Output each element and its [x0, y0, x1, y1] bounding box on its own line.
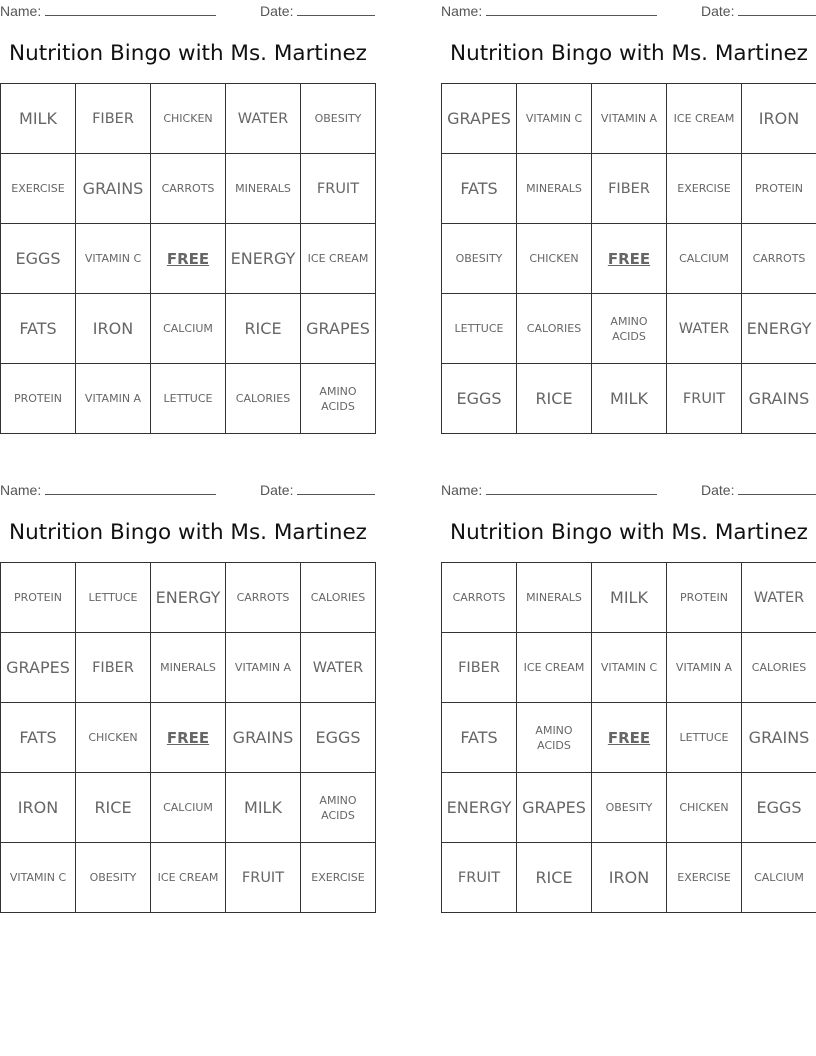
bingo-cell[interactable]: GRAINS [742, 703, 816, 773]
grid-row [1, 843, 376, 913]
bingo-cell[interactable]: MILK [592, 563, 667, 633]
bingo-cell[interactable]: FATS [442, 154, 517, 224]
bingo-cell[interactable]: AMINO ACIDS [301, 773, 376, 843]
bingo-cell[interactable]: MILK [592, 364, 667, 434]
bingo-cell[interactable]: FRUIT [226, 843, 301, 913]
bingo-cell[interactable]: ICE CREAM [517, 633, 592, 703]
grid-row [1, 84, 376, 154]
grid-row [442, 703, 816, 773]
grid-row [442, 294, 816, 364]
bingo-cell[interactable]: GRAPES [517, 773, 592, 843]
bingo-cell[interactable]: GRAINS [76, 154, 151, 224]
name-date-row [0, 481, 376, 499]
grid-row [442, 364, 816, 434]
bingo-cell[interactable]: RICE [517, 843, 592, 913]
grid-row [1, 364, 376, 434]
bingo-cell[interactable]: RICE [226, 294, 301, 364]
bingo-card-2 [441, 0, 816, 440]
bingo-cell[interactable]: VITAMIN C [592, 633, 667, 703]
bingo-cell[interactable]: LETTUCE [76, 563, 151, 633]
name-field-line[interactable] [486, 2, 657, 16]
bingo-card-3 [0, 479, 376, 919]
bingo-cell[interactable]: EXERCISE [1, 154, 76, 224]
bingo-cell[interactable]: GRAPES [1, 633, 76, 703]
bingo-cell[interactable]: VITAMIN A [76, 364, 151, 434]
grid-row [442, 563, 816, 633]
bingo-grid [441, 83, 816, 434]
bingo-cell[interactable]: IRON [592, 843, 667, 913]
free-space[interactable]: FREE [592, 703, 667, 773]
free-space[interactable]: FREE [151, 703, 226, 773]
bingo-cell[interactable]: VITAMIN C [517, 84, 592, 154]
bingo-cell[interactable]: EXERCISE [667, 154, 742, 224]
grid-row [1, 224, 376, 294]
bingo-cell[interactable]: MINERALS [517, 154, 592, 224]
bingo-cell[interactable]: FRUIT [301, 154, 376, 224]
bingo-cell[interactable]: PROTEIN [1, 563, 76, 633]
bingo-cell[interactable]: CALCIUM [151, 773, 226, 843]
bingo-card-1 [0, 0, 376, 440]
bingo-grid [441, 562, 816, 913]
grid-row [1, 294, 376, 364]
bingo-cell[interactable]: IRON [742, 84, 816, 154]
grid-row [1, 773, 376, 843]
bingo-cell[interactable]: PROTEIN [667, 563, 742, 633]
card-title: Nutrition Bingo with Ms. Martinez [450, 520, 808, 545]
name-date-row [441, 2, 816, 20]
bingo-cell[interactable]: FATS [1, 703, 76, 773]
name-date-row [0, 2, 376, 20]
bingo-cell[interactable]: ICE CREAM [667, 84, 742, 154]
bingo-cell[interactable]: AMINO ACIDS [517, 703, 592, 773]
bingo-cell[interactable]: CARROTS [226, 563, 301, 633]
bingo-cell[interactable]: WATER [301, 633, 376, 703]
bingo-cell[interactable]: FIBER [592, 154, 667, 224]
bingo-cell[interactable]: CALCIUM [742, 843, 816, 913]
date-field-line[interactable] [738, 2, 816, 16]
grid-row [442, 773, 816, 843]
card-title: Nutrition Bingo with Ms. Martinez [9, 41, 367, 66]
bingo-cell[interactable]: MINERALS [517, 563, 592, 633]
name-field-line[interactable] [486, 481, 657, 495]
bingo-cell[interactable]: EGGS [742, 773, 816, 843]
free-space[interactable]: FREE [151, 224, 226, 294]
bingo-cell[interactable]: AMINO ACIDS [301, 364, 376, 434]
bingo-cell[interactable]: IRON [76, 294, 151, 364]
bingo-cell[interactable]: OBESITY [592, 773, 667, 843]
bingo-cell[interactable]: CHICKEN [517, 224, 592, 294]
date-label: Date: [260, 482, 294, 498]
name-field-line[interactable] [45, 481, 216, 495]
bingo-cell[interactable]: GRAINS [742, 364, 816, 434]
name-field-line[interactable] [45, 2, 216, 16]
bingo-cell[interactable]: FRUIT [667, 364, 742, 434]
bingo-cell[interactable]: CARROTS [442, 563, 517, 633]
bingo-cell[interactable]: ENERGY [151, 563, 226, 633]
bingo-cell[interactable]: CHICKEN [151, 84, 226, 154]
bingo-cell[interactable]: CALORIES [742, 633, 816, 703]
bingo-cell[interactable]: PROTEIN [742, 154, 816, 224]
bingo-card-4 [441, 479, 816, 919]
bingo-cell[interactable]: GRAINS [226, 703, 301, 773]
bingo-cell[interactable]: LETTUCE [151, 364, 226, 434]
grid-row [442, 224, 816, 294]
bingo-cell[interactable]: MINERALS [151, 633, 226, 703]
bingo-cell[interactable]: FATS [442, 703, 517, 773]
bingo-cell[interactable]: VITAMIN A [226, 633, 301, 703]
name-label: Name: [0, 3, 42, 19]
bingo-cell[interactable]: CARROTS [742, 224, 816, 294]
bingo-cell[interactable]: VITAMIN C [76, 224, 151, 294]
name-label: Name: [441, 482, 483, 498]
bingo-cell[interactable]: GRAPES [442, 84, 517, 154]
grid-row [1, 703, 376, 773]
bingo-cell[interactable]: CHICKEN [667, 773, 742, 843]
grid-row [1, 154, 376, 224]
date-label: Date: [701, 3, 735, 19]
grid-row [442, 633, 816, 703]
bingo-cell[interactable]: EXERCISE [301, 843, 376, 913]
bingo-cell[interactable]: WATER [667, 294, 742, 364]
bingo-cell[interactable]: IRON [1, 773, 76, 843]
card-title: Nutrition Bingo with Ms. Martinez [9, 520, 367, 545]
bingo-cell[interactable]: EGGS [442, 364, 517, 434]
bingo-cell[interactable]: VITAMIN A [667, 633, 742, 703]
bingo-cell[interactable]: EGGS [301, 703, 376, 773]
bingo-cell[interactable]: ENERGY [442, 773, 517, 843]
bingo-cell[interactable]: CALORIES [517, 294, 592, 364]
date-field-line[interactable] [297, 481, 375, 495]
date-label: Date: [260, 3, 294, 19]
bingo-cell[interactable]: AMINO ACIDS [592, 294, 667, 364]
bingo-cell[interactable]: LETTUCE [667, 703, 742, 773]
bingo-cell[interactable]: WATER [226, 84, 301, 154]
bingo-cell[interactable]: ENERGY [226, 224, 301, 294]
grid-row [1, 563, 376, 633]
grid-row [442, 843, 816, 913]
bingo-cell[interactable]: VITAMIN A [592, 84, 667, 154]
name-label: Name: [0, 482, 42, 498]
bingo-cell[interactable]: MILK [1, 84, 76, 154]
bingo-cell[interactable]: CALORIES [226, 364, 301, 434]
grid-row [442, 154, 816, 224]
bingo-cell[interactable]: GRAPES [301, 294, 376, 364]
bingo-cell[interactable]: WATER [742, 563, 816, 633]
bingo-grid [0, 83, 376, 434]
bingo-cell[interactable]: RICE [76, 773, 151, 843]
bingo-cell[interactable]: CALORIES [301, 563, 376, 633]
date-field-line[interactable] [738, 481, 816, 495]
bingo-cell[interactable]: EGGS [1, 224, 76, 294]
bingo-cell[interactable]: PROTEIN [1, 364, 76, 434]
bingo-cell[interactable]: CALCIUM [151, 294, 226, 364]
date-field-line[interactable] [297, 2, 375, 16]
free-space[interactable]: FREE [592, 224, 667, 294]
bingo-cell[interactable]: FIBER [76, 84, 151, 154]
bingo-cell[interactable]: FIBER [442, 633, 517, 703]
bingo-cell[interactable]: OBESITY [301, 84, 376, 154]
bingo-cell[interactable]: FRUIT [442, 843, 517, 913]
bingo-cell[interactable]: OBESITY [76, 843, 151, 913]
bingo-cell[interactable]: CARROTS [151, 154, 226, 224]
bingo-cell[interactable]: MINERALS [226, 154, 301, 224]
bingo-cell[interactable]: LETTUCE [442, 294, 517, 364]
grid-row [1, 633, 376, 703]
bingo-cell[interactable]: FIBER [76, 633, 151, 703]
bingo-cell[interactable]: FATS [1, 294, 76, 364]
bingo-cell[interactable]: VITAMIN C [1, 843, 76, 913]
grid-row [442, 84, 816, 154]
name-date-row [441, 481, 816, 499]
bingo-cell[interactable]: ICE CREAM [151, 843, 226, 913]
bingo-cell[interactable]: RICE [517, 364, 592, 434]
bingo-cell[interactable]: CALCIUM [667, 224, 742, 294]
bingo-cell[interactable]: MILK [226, 773, 301, 843]
name-label: Name: [441, 3, 483, 19]
bingo-cell[interactable]: CHICKEN [76, 703, 151, 773]
bingo-cell[interactable]: EXERCISE [667, 843, 742, 913]
bingo-cell[interactable]: OBESITY [442, 224, 517, 294]
bingo-grid [0, 562, 376, 913]
card-title: Nutrition Bingo with Ms. Martinez [450, 41, 808, 66]
date-label: Date: [701, 482, 735, 498]
bingo-cell[interactable]: ICE CREAM [301, 224, 376, 294]
bingo-cell[interactable]: ENERGY [742, 294, 816, 364]
